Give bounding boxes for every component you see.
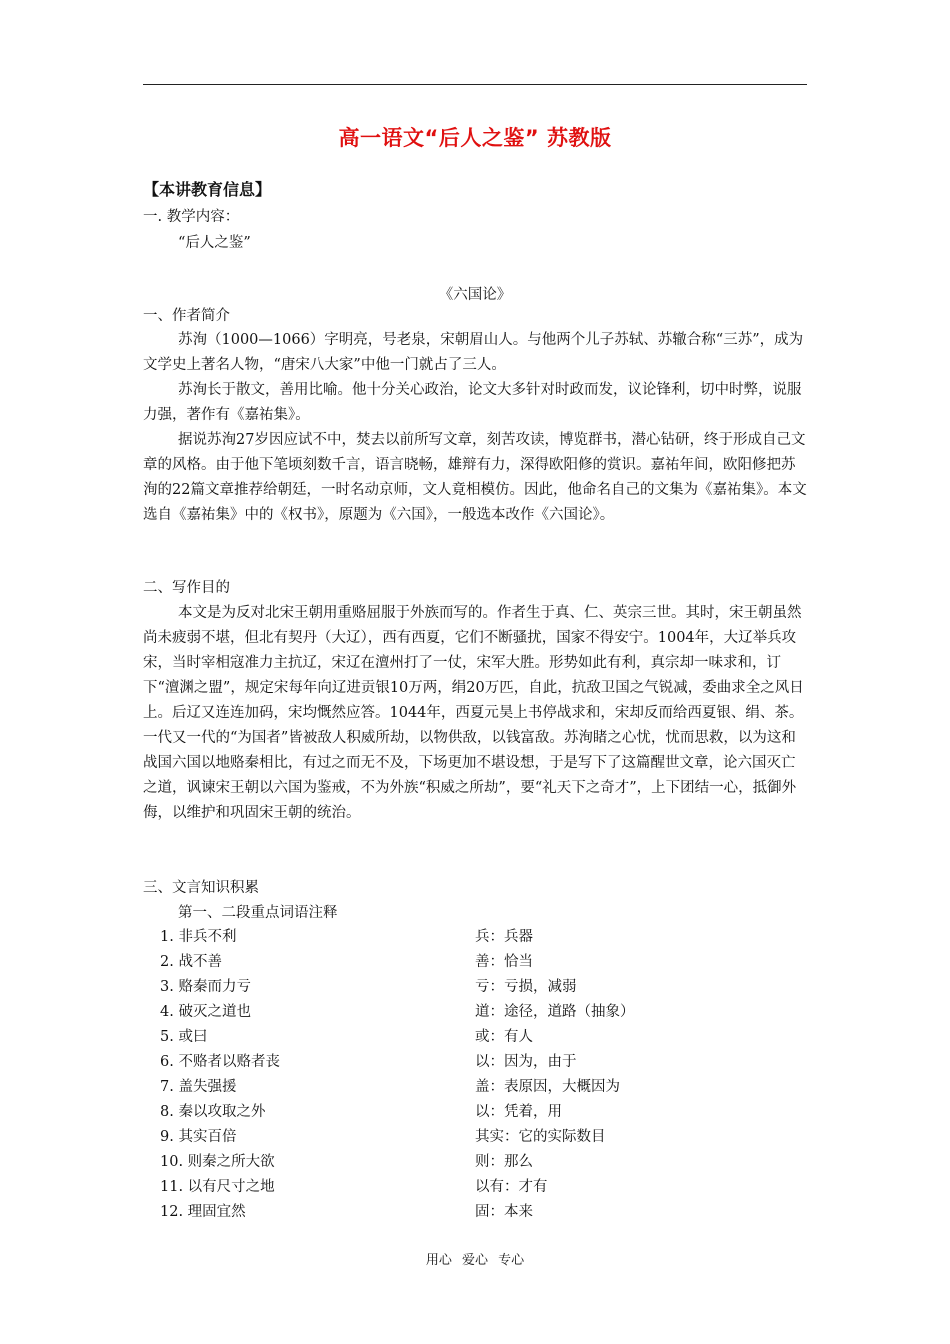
- knowledge-heading: 三、文言知识积累: [143, 880, 259, 896]
- vocab-gloss: 或：有人: [475, 1029, 533, 1045]
- vocab-row: [160, 1025, 720, 1050]
- vocab-term: 6. 不赂者以赂者丧: [160, 1054, 280, 1070]
- header-rule: [143, 84, 807, 85]
- vocab-row: [160, 1175, 720, 1200]
- vocab-gloss: 盖：表原因，大概因为: [475, 1079, 620, 1095]
- page-title: 高一语文“后人之鉴” 苏教版: [338, 126, 612, 150]
- vocab-term: 1. 非兵不利: [160, 929, 237, 945]
- vocab-gloss: 以：因为，由于: [475, 1054, 577, 1070]
- purpose-paragraph: 本文是为反对北宋王朝用重赂屈服于外族而写的。作者生于真、仁、英宗三世。其时，宋王朝虽然尚未疲弱不堪，但北有契丹（大辽），西有西夏，它们不断骚扰，国家不得安宁。1004年，大辽举兵攻宋，当时宰相寇准力主抗辽，宋辽在澶州打了一仗，宋军大胜。形势如此有利，真宗却一味求和，订下“澶渊之盟”，规定宋每年向辽进贡银10万两，绢20万匹，自此，抗敌卫国之气锐减，委曲求全之风日上。后辽又连连加码，宋均慨然应答。1044年，西夏元昊上书停战求和，宋却反而给西夏银、绢、茶。一代又一代的“为国者”皆被敌人积威所劫，以物供敌，以钱富敌。苏洵睹之心忧，忧而思救，以为这和战国六国以地赂秦相比，有过之而无不及，下场更加不堪设想，于是写下了这篇醒世文章，论六国灭亡之道，讽谏宋王朝以六国为鉴戒，不为外族“积威之所劫”，要“礼天下之奇才”，上下团结一心，抵御外侮，以维护和巩固宋王朝的统治。: [143, 605, 804, 821]
- teaching-label: 一. 教学内容：: [143, 209, 240, 225]
- vocab-term: 12. 理固宜然: [160, 1204, 246, 1220]
- vocab-term: 11. 以有尺寸之地: [160, 1179, 275, 1195]
- author-section: [143, 328, 807, 528]
- author-paragraph: 苏洵（1000—1066）字明亮，号老泉，宋朝眉山人。与他两个儿子苏轼、苏辙合称“三苏”，成为文学史上著名人物，“唐宋八大家”中他一门就占了三人。: [143, 332, 804, 373]
- vocab-term: 4. 破灭之道也: [160, 1004, 251, 1020]
- vocab-term: 2. 战不善: [160, 954, 222, 970]
- teaching-content: “后人之鉴”: [178, 235, 251, 251]
- author-heading: 一、作者简介: [143, 308, 230, 324]
- vocab-row: [160, 1125, 720, 1150]
- vocab-gloss: 固：本来: [475, 1204, 533, 1220]
- vocab-row: [160, 975, 720, 1000]
- vocab-gloss: 以有：才有: [475, 1179, 548, 1195]
- vocab-list: [160, 925, 720, 1225]
- section-header: 【本讲教育信息】: [143, 180, 272, 199]
- page-footer: 用心 爱心 专心: [425, 1253, 525, 1268]
- author-paragraph: 据说苏洵27岁因应试不中，焚去以前所写文章，刻苦攻读，博览群书，潜心钻研，终于形成自己文章的风格。由于他下笔顷刻数千言，语言晓畅，雄辩有力，深得欧阳修的赏识。嘉祐年间，欧阳修把苏洵的22篇文章推荐给朝廷，一时名动京师，文人竟相模仿。因此，他命名自己的文集为《嘉祐集》。本文选自《嘉祐集》中的《权书》，原题为《六国》，一般选本改作《六国论》。: [143, 432, 807, 523]
- purpose-section: [143, 601, 807, 826]
- vocab-term: 9. 其实百倍: [160, 1129, 237, 1145]
- vocab-row: [160, 1050, 720, 1075]
- vocab-term: 8. 秦以攻取之外: [160, 1104, 266, 1120]
- vocab-row: [160, 1200, 720, 1225]
- vocab-gloss: 以：凭着，用: [475, 1104, 562, 1120]
- vocab-term: 3. 赂秦而力亏: [160, 979, 251, 995]
- vocab-term: 5. 或曰: [160, 1029, 208, 1045]
- vocab-row: [160, 1000, 720, 1025]
- vocab-row: [160, 1075, 720, 1100]
- author-paragraph: 苏洵长于散文，善用比喻。他十分关心政治，论文大多针对时政而发，议论锋利，切中时弊，说服力强，著作有《嘉祐集》。: [143, 382, 802, 423]
- vocab-term: 10. 则秦之所大欲: [160, 1154, 275, 1170]
- vocab-row: [160, 950, 720, 975]
- vocab-gloss: 其实：它的实际数目: [475, 1129, 606, 1145]
- vocab-gloss: 道：途径，道路（抽象）: [475, 1004, 635, 1020]
- vocab-heading: 第一、二段重点词语注释: [178, 905, 338, 921]
- vocab-row: [160, 1100, 720, 1125]
- vocab-gloss: 亏：亏损，减弱: [475, 979, 577, 995]
- essay-title: 《六国论》: [438, 287, 512, 303]
- vocab-gloss: 善：恰当: [475, 954, 533, 970]
- vocab-gloss: 兵：兵器: [475, 929, 533, 945]
- vocab-gloss: 则：那么: [475, 1154, 533, 1170]
- purpose-heading: 二、写作目的: [143, 580, 230, 596]
- vocab-term: 7. 盖失强援: [160, 1079, 237, 1095]
- vocab-row: [160, 1150, 720, 1175]
- vocab-row: [160, 925, 720, 950]
